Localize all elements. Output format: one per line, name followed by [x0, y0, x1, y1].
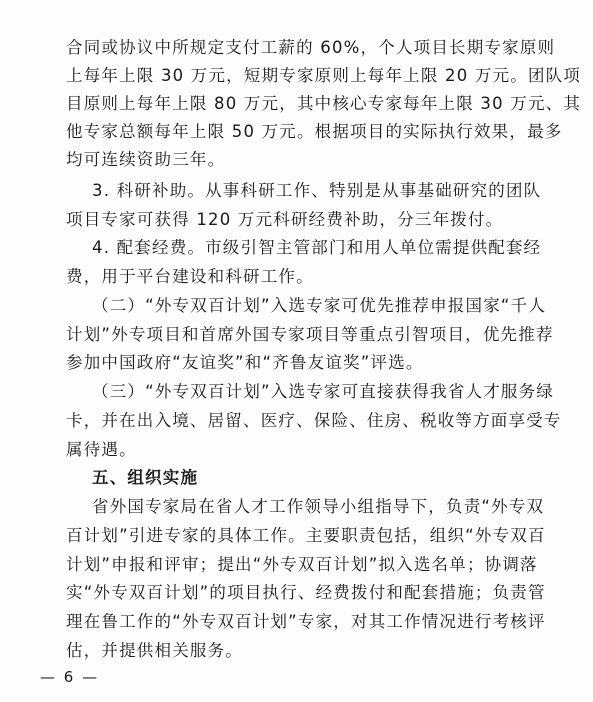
body-line: （二）“外专双百计划”入选专家可优先推荐申报国家“千人 — [92, 296, 547, 315]
body-line: 卡，并在出入境、居留、医疗、保险、住房、税收等方面享受专 — [66, 411, 562, 430]
body-line: 均可连续资助三年。 — [66, 150, 226, 169]
body-line: 上每年上限 30 万元，短期专家原则上每年上限 20 万元。团队项 — [66, 66, 582, 85]
body-line: 费，用于平台建设和科研工作。 — [66, 267, 314, 286]
body-line: 计划”申报和评审；提出“外专双百计划”拟入选名单；协调落 — [66, 555, 538, 574]
body-line: 合同或协议中所规定支付工薪的 60%，个人项目长期专家原则 — [66, 38, 556, 57]
body-line: （三）“外专双百计划”入选专家可直接获得我省人才服务绿 — [92, 382, 554, 401]
body-line: 他专家总额每年上限 50 万元。根据项目的实际执行效果，最多 — [66, 122, 563, 141]
body-line: 百计划”引进专家的具体工作。主要职责包括，组织“外专双百 — [66, 526, 546, 545]
body-line: 4. 配套经费。市级引智主管部门和用人单位需提供配套经 — [92, 238, 542, 257]
body-line: 参加中国政府“友谊奖”和“齐鲁友谊奖”评选。 — [66, 353, 424, 372]
body-line: 计划”外专项目和首席外国专家项目等重点引智项目，优先推荐 — [66, 325, 554, 344]
body-line: 3. 科研补助。从事科研工作、特别是从事基础研究的团队 — [92, 181, 542, 200]
body-line: 估，并提供相关服务。 — [66, 641, 243, 660]
body-line: 目原则上每年上限 80 万元，其中核心专家每年上限 30 万元、其 — [66, 94, 582, 113]
body-line: 项目专家可获得 120 万元科研经费补助，分三年拨付。 — [66, 210, 504, 229]
body-line: 实“外专双百计划”的项目执行、经费拨付和配套措施；负责管 — [66, 583, 546, 602]
body-line: 省外国专家局在省人才工作领导小组指导下，负责“外专双 — [92, 497, 545, 516]
section-heading: 五、组织实施 — [92, 468, 199, 487]
page-number: — 6 — — [40, 668, 100, 686]
body-line: 理在鲁工作的“外专双百计划”专家，对其工作情况进行考核评 — [66, 612, 546, 631]
body-line: 属待遇。 — [66, 440, 137, 459]
